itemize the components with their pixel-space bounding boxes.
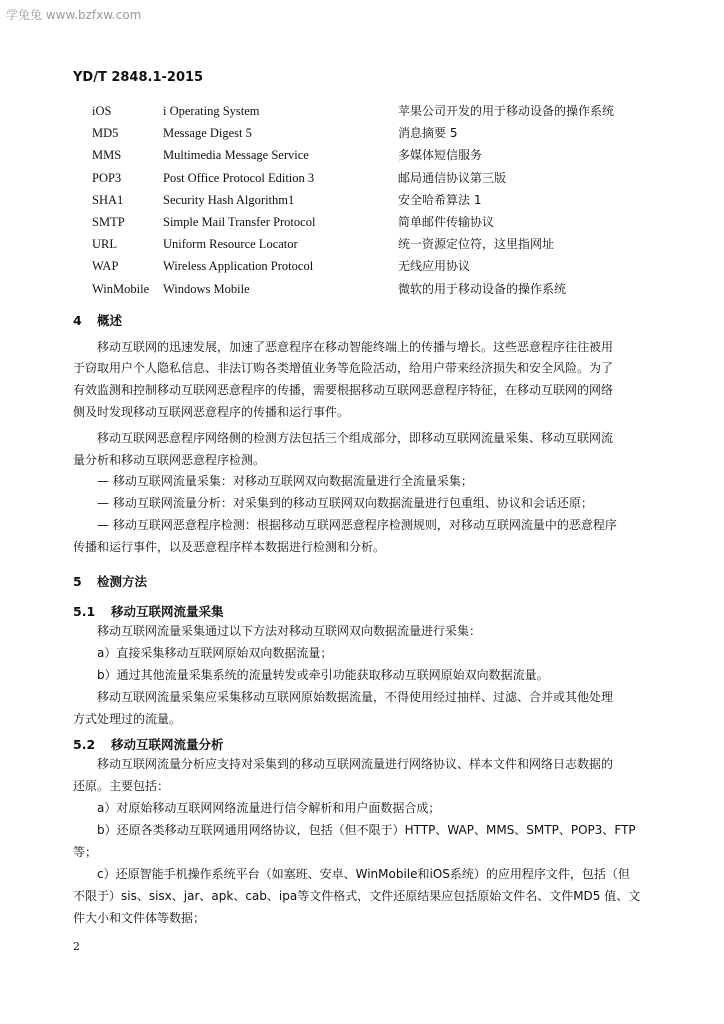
- abbr-english: Post Office Protocol Edition 3: [163, 170, 315, 185]
- abbr-english: Multimedia Message Service: [163, 148, 309, 163]
- subsection-title: 移动互联网流量分析: [111, 737, 224, 752]
- paragraph-line: 移动互联网的迅速发展，加速了恶意程序在移动智能终端上的传播与增长。这些恶意程序往往被用: [97, 340, 614, 354]
- subsection-number: 5.1: [73, 604, 96, 619]
- abbreviation-table: [92, 100, 692, 300]
- watermark: 学兔兔 www.bzfxw.com: [6, 8, 142, 22]
- paragraph-line: 移动互联网流量采集应采集移动互联网原始数据流量，不得使用经过抽样、过滤、合并或其他处理: [97, 690, 614, 704]
- abbr-chinese: 微软的用于移动设备的操作系统: [398, 281, 567, 296]
- abbr-term: WinMobile: [92, 281, 150, 296]
- abbreviation-row: [92, 167, 692, 189]
- abbr-term: WAP: [92, 259, 119, 274]
- list-item-continuation: 不限于）sis、sisx、jar、apk、cab、ipa等文件格式，文件还原结果应包括原始文件名、文件MD5 值、文: [73, 889, 641, 903]
- abbreviation-row: [92, 233, 692, 255]
- abbr-english: Message Digest 5: [163, 126, 252, 141]
- abbreviation-row: [92, 189, 692, 211]
- page-number: 2: [73, 940, 80, 953]
- abbr-english: Uniform Resource Locator: [163, 237, 298, 252]
- abbr-chinese: 统一资源定位符，这里指网址: [398, 237, 555, 252]
- list-item: b）通过其他流量采集系统的流量转发或牵引功能获取移动互联网原始双向数据流量。: [97, 668, 549, 682]
- abbr-term: SHA1: [92, 192, 124, 207]
- subsection-heading: [73, 735, 224, 753]
- list-item: b）还原各类移动互联网通用网络协议，包括（但不限于）HTTP、WAP、MMS、SMTP、POP3、FTP: [97, 823, 636, 837]
- abbr-term: MMS: [92, 148, 122, 163]
- abbreviation-row: [92, 144, 692, 166]
- section-title: 概述: [97, 313, 123, 328]
- abbr-term: MD5: [92, 126, 119, 141]
- list-item: a）对原始移动互联网网络流量进行信令解析和用户面数据合成；: [97, 801, 441, 815]
- abbr-term: URL: [92, 237, 117, 252]
- subsection-number: 5.2: [73, 737, 96, 752]
- list-item-continuation: 等；: [73, 845, 98, 859]
- abbr-english: Wireless Application Protocol: [163, 259, 314, 274]
- subsection-title: 移动互联网流量采集: [111, 604, 224, 619]
- list-item: c）还原智能手机操作系统平台（如塞班、安卓、WinMobile和iOS系统）的应用程序文件，包括（但: [97, 867, 630, 881]
- standard-header: YD/T 2848.1-2015: [73, 70, 204, 85]
- abbr-english: Security Hash Algorithm1: [163, 192, 295, 207]
- bullet-item: — 移动互联网流量采集：对移动互联网双向数据流量进行全流量采集；: [97, 474, 473, 488]
- paragraph-line: 方式处理过的流量。: [73, 712, 182, 726]
- abbr-term: iOS: [92, 104, 112, 118]
- paragraph-line: 量分析和移动互联网恶意程序检测。: [73, 453, 266, 467]
- abbr-chinese: 消息摘要 5: [398, 126, 458, 141]
- abbreviation-row: [92, 122, 692, 144]
- abbr-english: Simple Mail Transfer Protocol: [163, 214, 316, 229]
- abbr-chinese: 邮局通信协议第三版: [398, 170, 507, 185]
- section-number: 4: [73, 313, 82, 328]
- abbr-chinese: 简单邮件传输协议: [398, 214, 495, 229]
- abbr-chinese: 多媒体短信服务: [398, 148, 483, 163]
- bullet-item: — 移动互联网流量分析：对采集到的移动互联网双向数据流量进行包重组、协议和会话还原；: [97, 496, 593, 510]
- section-heading: [73, 572, 147, 590]
- section-title: 检测方法: [97, 574, 148, 589]
- abbr-chinese: 苹果公司开发的用于移动设备的操作系统: [398, 104, 615, 118]
- abbreviation-row: [92, 100, 692, 122]
- section-heading: [73, 311, 122, 329]
- abbr-english: Windows Mobile: [163, 281, 250, 296]
- paragraph-line: 移动互联网流量分析应支持对采集到的移动互联网流量进行网络协议、样本文件和网络日志数据的: [97, 757, 614, 771]
- section-number: 5: [73, 574, 82, 589]
- bullet-item-continuation: 传播和运行事件，以及恶意程序样本数据进行检测和分析。: [73, 540, 386, 554]
- abbreviation-row: [92, 211, 692, 233]
- paragraph-line: 移动互联网流量采集通过以下方法对移动互联网双向数据流量进行采集：: [97, 624, 482, 638]
- paragraph-line: 于窃取用户个人隐私信息、非法订购各类增值业务等危险活动，给用户带来经济损失和安全风险。为了: [73, 361, 614, 375]
- bullet-item: — 移动互联网恶意程序检测：根据移动互联网恶意程序检测规则，对移动互联网流量中的恶意程序: [97, 518, 617, 532]
- abbr-chinese: 无线应用协议: [398, 259, 471, 274]
- paragraph-line: 侧及时发现移动互联网恶意程序的传播和运行事件。: [73, 405, 350, 419]
- list-item-continuation: 件大小和文件体等数据；: [73, 911, 206, 925]
- abbreviation-row: [92, 255, 692, 277]
- list-item: a）直接采集移动互联网原始双向数据流量；: [97, 646, 333, 660]
- abbr-english: i Operating System: [163, 104, 260, 118]
- abbr-term: POP3: [92, 170, 122, 185]
- abbr-chinese: 安全哈希算法 1: [398, 192, 482, 207]
- abbr-term: SMTP: [92, 214, 125, 229]
- paragraph-line: 还原。主要包括：: [73, 779, 170, 793]
- paragraph-line: 有效监测和控制移动互联网恶意程序的传播，需要根据移动互联网恶意程序特征，在移动互联网的网络: [73, 383, 614, 397]
- subsection-heading: [73, 602, 224, 620]
- paragraph-line: 移动互联网恶意程序网络侧的检测方法包括三个组成部分，即移动互联网流量采集、移动互联网流: [97, 431, 614, 445]
- abbreviation-row: [92, 278, 692, 300]
